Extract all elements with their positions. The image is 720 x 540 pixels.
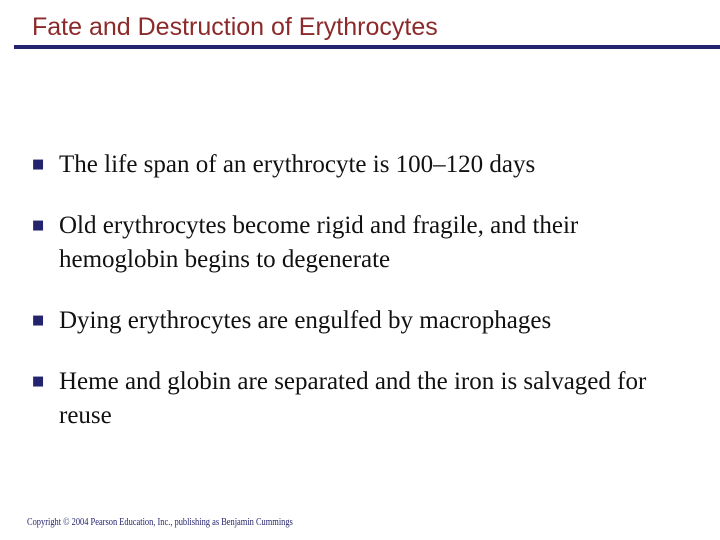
title-underline [14,45,720,49]
bullet-text: Heme and globin are separated and the iron is salvaged for reuse [59,368,647,429]
bullet-list [32,148,692,460]
copyright-notice: Copyright © 2004 Pearson Education, Inc., publishing as Benjamin Cummings [27,517,293,528]
square-bullet-icon: ■ [32,374,45,389]
bullet-text: The life span of an erythrocyte is 100–120 days [59,151,536,178]
bullet-item [32,304,692,338]
square-bullet-icon: ■ [32,313,45,328]
bullet-item [32,365,692,433]
bullet-item [32,148,692,182]
bullet-text: Dying erythrocytes are engulfed by macrophages [59,307,552,334]
bullet-item [32,209,692,277]
bullet-text: Old erythrocytes become rigid and fragile, and their hemoglobin begins to degenerate [59,212,579,273]
square-bullet-icon: ■ [32,157,45,172]
square-bullet-icon: ■ [32,218,45,233]
slide-title: Fate and Destruction of Erythrocytes [32,13,438,41]
